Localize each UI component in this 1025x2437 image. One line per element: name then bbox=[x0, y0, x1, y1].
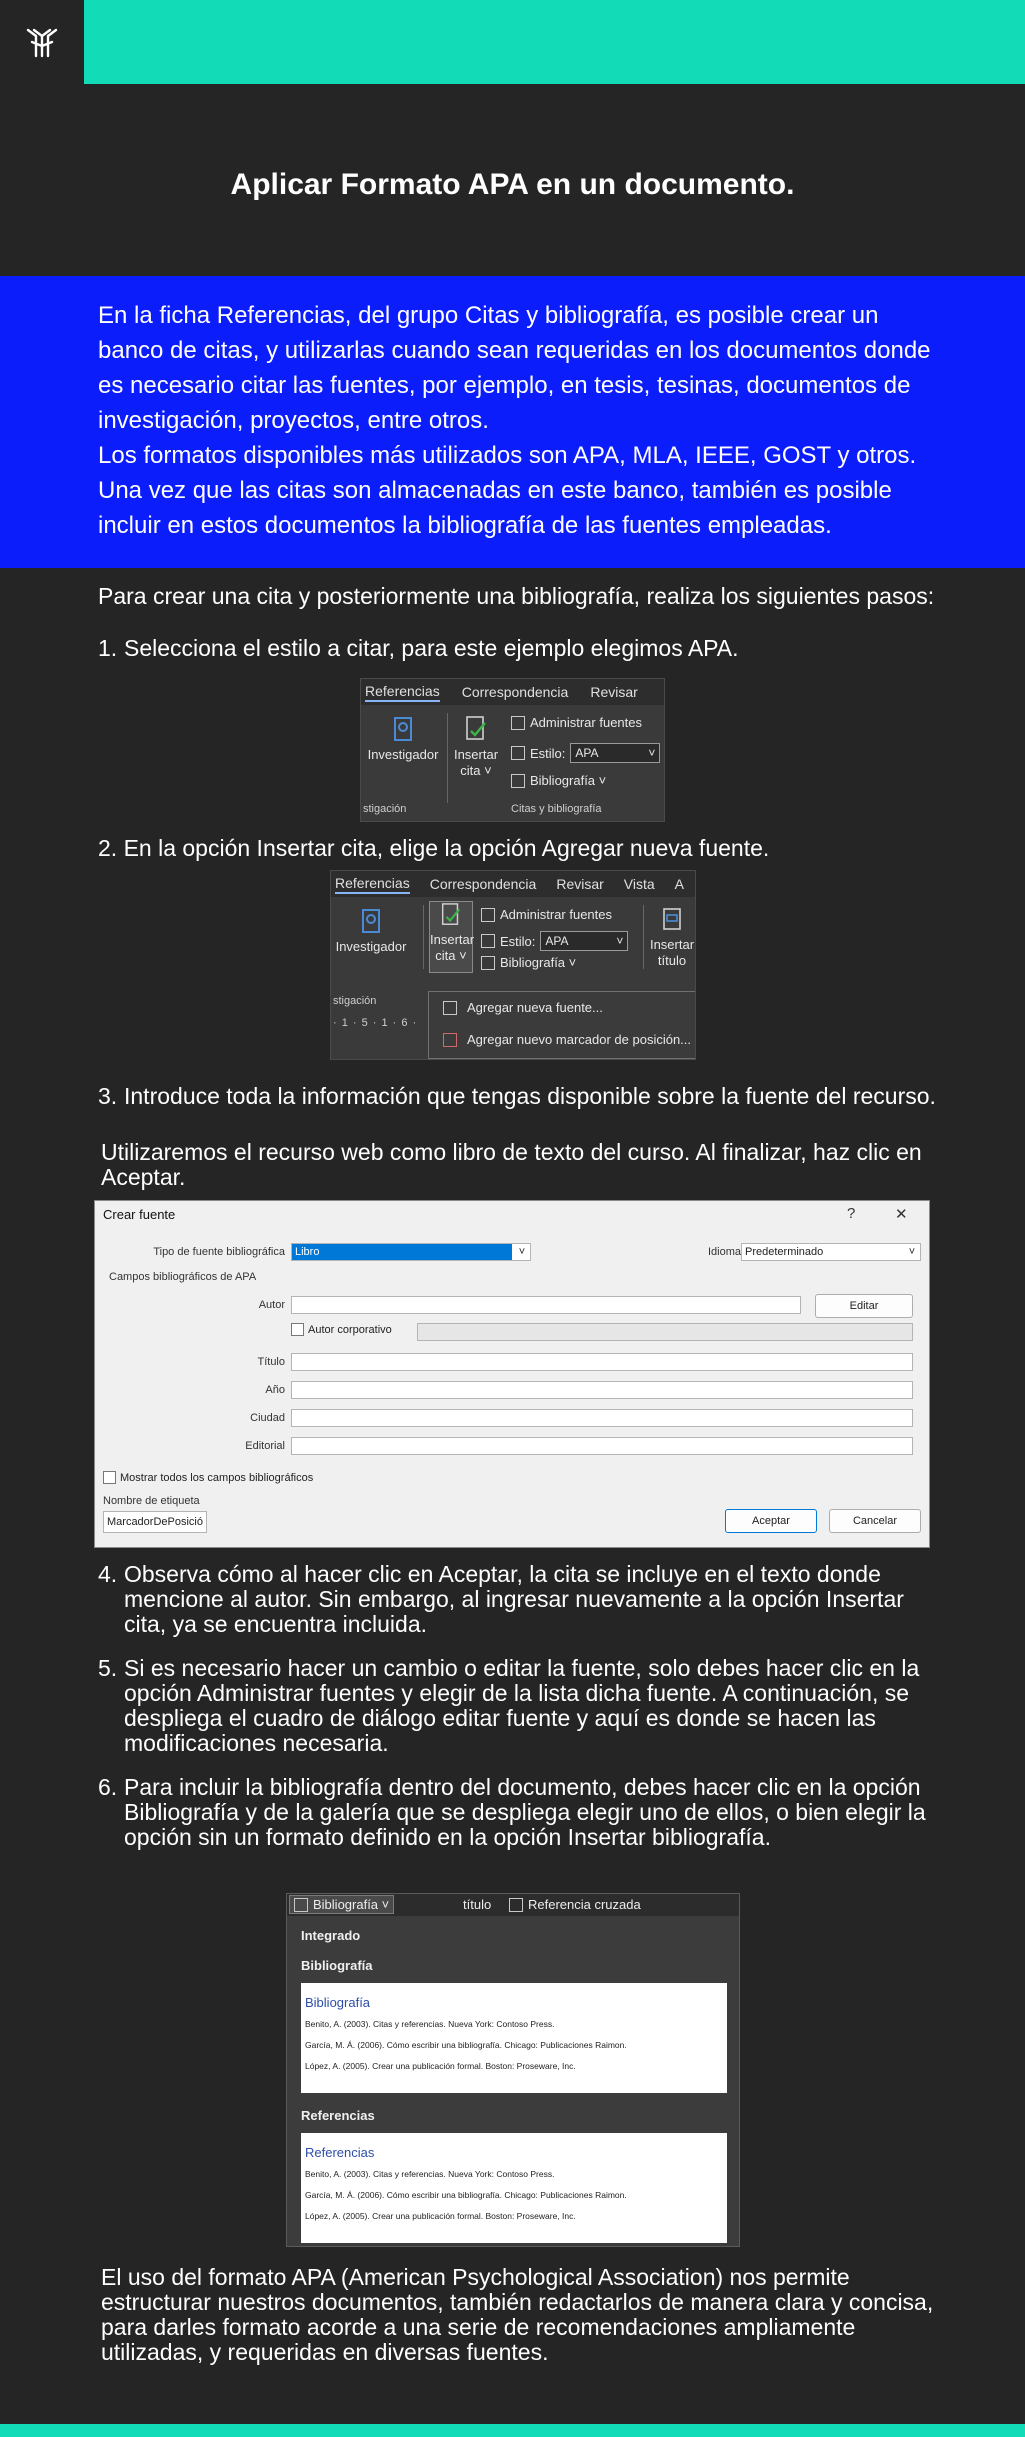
aceptar-button[interactable]: Aceptar bbox=[725, 1509, 817, 1533]
investigador-button[interactable] bbox=[363, 715, 443, 763]
tab-correspondencia[interactable]: Correspondencia bbox=[429, 876, 537, 892]
insert-caption-icon bbox=[661, 907, 683, 933]
insertar-titulo-label-2: título bbox=[657, 953, 687, 968]
add-placeholder-icon bbox=[443, 1033, 457, 1047]
divider bbox=[643, 905, 644, 969]
etiqueta-label: Nombre de etiqueta bbox=[103, 1495, 200, 1507]
step-text: Selecciona el estilo a citar, para este ejemplo elegimos APA. bbox=[124, 635, 739, 661]
chevron-down-icon: ˅ bbox=[616, 934, 624, 948]
tipo-fuente-value: Libro bbox=[292, 1244, 512, 1260]
top-accent-bar bbox=[0, 0, 1025, 84]
ribbon-tabs bbox=[331, 871, 695, 897]
cancelar-button[interactable]: Cancelar bbox=[829, 1509, 921, 1533]
estilo-label: Estilo: bbox=[530, 745, 566, 761]
etiqueta-input[interactable]: MarcadorDePosició bbox=[103, 1511, 207, 1533]
ciudad-input[interactable] bbox=[291, 1409, 913, 1427]
bibliografia-button[interactable] bbox=[481, 955, 576, 970]
style-icon bbox=[511, 746, 525, 760]
ribbon-screenshot-1 bbox=[360, 678, 665, 822]
estilo-value: APA bbox=[545, 934, 569, 948]
dialog-title: Crear fuente bbox=[103, 1207, 176, 1222]
manage-sources-icon bbox=[511, 716, 525, 730]
step-number: 5. bbox=[98, 1655, 118, 1681]
step-1 bbox=[98, 636, 938, 661]
intro-paragraph-2: Los formatos disponibles más utilizados son APA, MLA, IEEE, GOST y otros. Una vez que las citas son almacenadas en este banco, también es posible incluir en estos documentos la bibliografía de las fuentes empleadas. bbox=[98, 442, 917, 539]
autor-input[interactable] bbox=[291, 1296, 801, 1314]
cita-label: cita ˅ bbox=[460, 763, 492, 778]
bibliografia-label: Bibliografía ˅ bbox=[530, 773, 607, 788]
tipo-fuente-label: Tipo de fuente bibliográfica bbox=[153, 1246, 285, 1258]
bibliography-icon bbox=[294, 1898, 308, 1912]
autor-corporativo-row[interactable] bbox=[291, 1323, 392, 1336]
titulo-input[interactable] bbox=[291, 1353, 913, 1371]
divider bbox=[447, 713, 448, 803]
step-number: 3. bbox=[98, 1083, 118, 1109]
step-4 bbox=[98, 1562, 938, 1637]
steps-intro: Para crear una cita y posteriormente una bibliografía, realiza los siguientes pasos: bbox=[98, 583, 935, 609]
autor-corporativo-input[interactable] bbox=[417, 1323, 913, 1341]
step-text: Introduce toda la información que tengas disponible sobre la fuente del recurso. bbox=[124, 1083, 936, 1109]
menu-item-label: Agregar nueva fuente... bbox=[467, 1000, 603, 1015]
manage-sources-icon bbox=[481, 908, 495, 922]
autor-corporativo-label: Autor corporativo bbox=[308, 1323, 392, 1336]
insertar-label: Insertar bbox=[430, 932, 475, 947]
administrar-fuentes-button[interactable] bbox=[481, 907, 612, 922]
gallery-ribbon-strip bbox=[287, 1894, 739, 1916]
intro-band bbox=[0, 276, 1025, 568]
group-label-investigacion: stigación bbox=[333, 995, 377, 1007]
card-ref-2: García, M. Á. (2006). Cómo escribir una bibliografía. Chicago: Publicaciones Raimon. bbox=[305, 2190, 627, 2200]
insertar-label: Insertar bbox=[453, 747, 499, 762]
estilo-label: Estilo: bbox=[500, 933, 536, 949]
tab-vista[interactable]: Vista bbox=[623, 876, 655, 892]
mostrar-campos-label: Mostrar todos los campos bibliográficos bbox=[120, 1471, 314, 1484]
step-3 bbox=[98, 1084, 938, 1109]
gallery-section-bibliografia: Bibliografía bbox=[301, 1958, 373, 1973]
bibliografia-gallery bbox=[286, 1893, 740, 2247]
bibliography-icon bbox=[481, 956, 495, 970]
step-number: 1. bbox=[98, 635, 118, 661]
bibliography-icon bbox=[511, 774, 525, 788]
tipo-fuente-select[interactable] bbox=[291, 1243, 531, 1261]
ribbon-tabs bbox=[361, 679, 664, 705]
checkbox[interactable] bbox=[103, 1471, 116, 1484]
card-ref-3: López, A. (2005). Crear una publicación formal. Boston: Proseware, Inc. bbox=[305, 2061, 576, 2071]
bibliografia-label: Bibliografía ˅ bbox=[313, 1897, 390, 1912]
editorial-label: Editorial bbox=[245, 1440, 285, 1452]
cita-label: cita ˅ bbox=[435, 948, 467, 963]
tab-correspondencia[interactable]: Correspondencia bbox=[461, 684, 569, 700]
researcher-icon bbox=[390, 715, 416, 743]
administrar-fuentes-button[interactable] bbox=[511, 715, 642, 730]
investigador-label: Investigador bbox=[335, 939, 407, 954]
divider bbox=[423, 905, 424, 969]
intro-paragraph-1: En la ficha Referencias, del grupo Citas y bibliografía, es posible crear un banco de citas, y utilizarlas cuando sean requeridas en los documentos donde es necesario citar las fuentes, por ejemplo, en tesis, tesinas, documentos de investigación, proyectos, entre otros. bbox=[98, 302, 931, 434]
insertar-cita-button[interactable] bbox=[451, 715, 501, 779]
insertar-titulo-button[interactable] bbox=[649, 907, 695, 969]
ribbon-screenshot-2 bbox=[330, 870, 696, 1060]
autor-label: Autor bbox=[258, 1299, 285, 1311]
campos-label: Campos bibliográficos de APA bbox=[109, 1271, 257, 1283]
menu-item-label: Agregar nuevo marcador de posición... bbox=[467, 1032, 692, 1047]
chevron-down-icon: ˅ bbox=[518, 1246, 526, 1258]
crear-fuente-dialog bbox=[94, 1200, 930, 1548]
add-source-icon bbox=[443, 1001, 457, 1015]
idioma-select[interactable] bbox=[741, 1243, 921, 1261]
anio-label: Año bbox=[265, 1384, 285, 1396]
referencia-cruzada-button[interactable] bbox=[509, 1897, 641, 1912]
bibliografia-label: Bibliografía ˅ bbox=[500, 955, 577, 970]
close-button[interactable]: ✕ bbox=[895, 1206, 908, 1223]
mostrar-campos-row[interactable] bbox=[103, 1471, 313, 1484]
gallery-section-referencias: Referencias bbox=[301, 2108, 375, 2123]
step-3-note: Utilizaremos el recurso web como libro de texto del curso. Al finalizar, haz clic en Aceptar. bbox=[101, 1139, 922, 1190]
tab-revisar[interactable]: Revisar bbox=[556, 876, 604, 892]
idioma-label: Idioma bbox=[707, 1246, 741, 1258]
card-title: Bibliografía bbox=[305, 1995, 371, 2010]
logo[interactable] bbox=[0, 0, 84, 84]
estilo-value: APA bbox=[575, 746, 599, 760]
card-ref-3: López, A. (2005). Crear una publicación formal. Boston: Proseware, Inc. bbox=[305, 2211, 576, 2221]
logo-icon bbox=[22, 22, 62, 62]
checkbox[interactable] bbox=[291, 1323, 304, 1336]
titulo-label: título bbox=[463, 1897, 492, 1912]
bibliografia-button[interactable] bbox=[511, 773, 606, 788]
group-label-citas: Citas y bibliografía bbox=[511, 803, 602, 815]
gallery-section-integrado: Integrado bbox=[301, 1928, 361, 1943]
insertar-cita-dropdown bbox=[428, 991, 696, 1059]
insert-citation-icon bbox=[463, 715, 489, 743]
researcher-icon bbox=[358, 907, 384, 935]
idioma-value: Predeterminado bbox=[745, 1246, 824, 1258]
referencia-label: Referencia cruzada bbox=[528, 1897, 641, 1912]
step-number: 6. bbox=[98, 1774, 118, 1800]
menu-item-agregar-fuente[interactable] bbox=[443, 1000, 603, 1015]
gallery-item-referencias[interactable] bbox=[301, 2133, 727, 2243]
help-button[interactable]: ? bbox=[847, 1205, 856, 1222]
insertar-titulo-label-1: Insertar bbox=[649, 937, 695, 952]
tab-referencias[interactable]: Referencias bbox=[365, 683, 440, 702]
menu-item-agregar-marcador[interactable] bbox=[443, 1032, 691, 1047]
estilo-row bbox=[481, 931, 628, 951]
card-title: Referencias bbox=[305, 2145, 375, 2160]
tab-revisar[interactable]: Revisar bbox=[590, 684, 638, 700]
step-text: Para incluir la bibliografía dentro del documento, debes hacer clic en la opción Bibliografía y de la galería que se despliega elegir uno de ellos, o bien elegir la opción sin un formato definido en la opción Insertar bibliografía. bbox=[124, 1774, 926, 1850]
card-ref-1: Benito, A. (2003). Citas y referencias. Nueva York: Contoso Press. bbox=[305, 2019, 555, 2029]
ruler: · 1 · 5 · 1 · 6 · bbox=[333, 1017, 418, 1029]
titulo-label: Título bbox=[257, 1356, 285, 1368]
step-text: Si es necesario hacer un cambio o editar la fuente, solo debes hacer clic en la opción Administrar fuentes y elegir de la lista dicha fuente. A continuación, se despliega el cuadro de diálogo editar fuente y aquí es donde se hacen las modificaciones necesaria. bbox=[124, 1655, 920, 1756]
estilo-select[interactable] bbox=[540, 931, 628, 951]
administrar-label: Administrar fuentes bbox=[500, 907, 612, 922]
style-icon bbox=[481, 934, 495, 948]
step-text: Observa cómo al hacer clic en Aceptar, la cita se incluye en el texto donde mencione al autor. Sin embargo, al ingresar nuevamente a la opción Insertar cita, ya se encuentra incluida. bbox=[124, 1561, 904, 1637]
chevron-down-icon: ˅ bbox=[908, 1246, 916, 1258]
insertar-cita-button[interactable] bbox=[429, 901, 473, 973]
step-5 bbox=[98, 1656, 938, 1756]
investigador-button[interactable] bbox=[331, 907, 411, 955]
tab-more[interactable]: A bbox=[674, 876, 685, 892]
administrar-label: Administrar fuentes bbox=[530, 715, 642, 730]
group-label-investigacion: stigación bbox=[363, 803, 407, 815]
chevron-down-icon: ˅ bbox=[648, 746, 656, 760]
page-title: Aplicar Formato APA en un documento. bbox=[230, 168, 795, 201]
bibliografia-button[interactable] bbox=[289, 1895, 394, 1914]
gallery-item-bibliografia[interactable] bbox=[301, 1983, 727, 2093]
investigador-label: Investigador bbox=[367, 747, 439, 762]
anio-input[interactable] bbox=[291, 1381, 913, 1399]
step-2: 2. En la opción Insertar cita, elige la opción Agregar nueva fuente. bbox=[98, 835, 770, 861]
tab-referencias[interactable]: Referencias bbox=[335, 875, 410, 894]
bottom-accent-bar bbox=[0, 2424, 1025, 2437]
editar-button[interactable]: Editar bbox=[815, 1294, 913, 1318]
insert-citation-icon bbox=[439, 902, 463, 928]
step-6 bbox=[98, 1775, 938, 1850]
step-number: 4. bbox=[98, 1561, 118, 1587]
estilo-row bbox=[511, 743, 660, 763]
editorial-input[interactable] bbox=[291, 1437, 913, 1455]
ciudad-label: Ciudad bbox=[250, 1412, 285, 1424]
closing-paragraph: El uso del formato APA (American Psychological Association) nos permite estructurar nuestros documentos, también redactarlos de manera clara y concisa, para darles formato acorde a una serie de recomendaciones ampliamente utilizadas, y requeridas en diversas fuentes. bbox=[101, 2264, 934, 2365]
estilo-select[interactable] bbox=[570, 743, 660, 763]
card-ref-2: García, M. Á. (2006). Cómo escribir una bibliografía. Chicago: Publicaciones Raimon. bbox=[305, 2040, 627, 2050]
card-ref-1: Benito, A. (2003). Citas y referencias. Nueva York: Contoso Press. bbox=[305, 2169, 555, 2179]
cross-reference-icon bbox=[509, 1898, 523, 1912]
